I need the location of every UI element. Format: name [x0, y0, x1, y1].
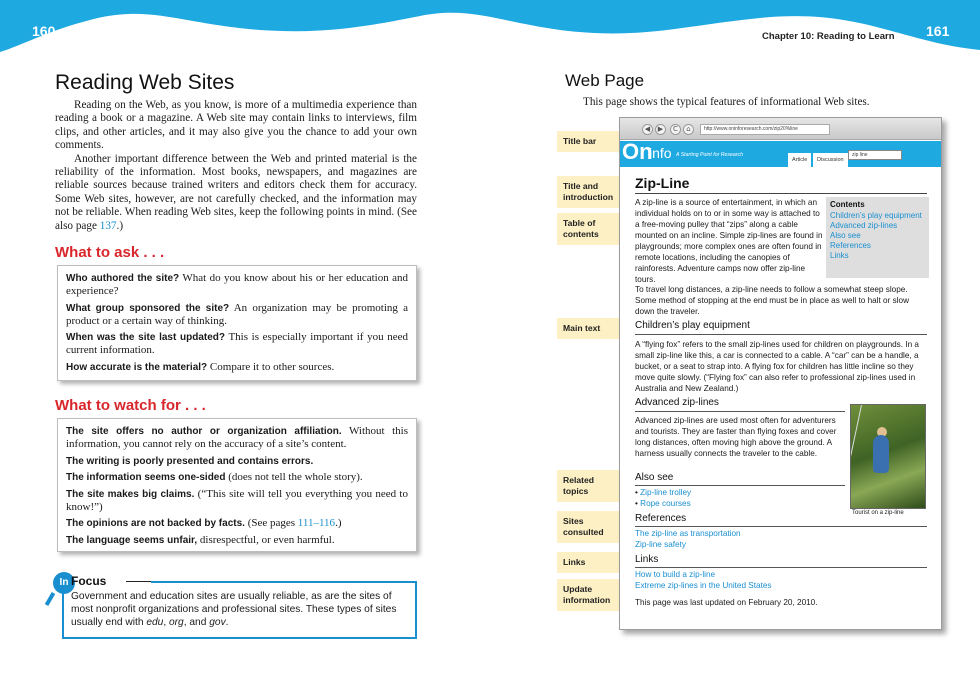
contents-link[interactable]: Children’s play equipment — [830, 211, 922, 220]
focus-text: Government and education sites are usually reliable, as are the sites of most nonprofit organizations and professional sites. These types of sites usually end with edu, org, and gov. — [71, 591, 397, 628]
tag-related-topics: Related topics — [557, 470, 625, 502]
reference-link[interactable]: The zip-line as transportation — [635, 529, 741, 538]
zip-line-photo — [850, 404, 926, 509]
article-intro: A zip-line is a source of entertainment, in which an individual holds on to or in some way is attached to a free-moving pulley that “zips” along a cable mounted on an incline. Simple zip-lines are found in playgrounds; more complex ones are often found in remote locations, including the canopies of rainforests. Adventure camps now offer zip-line tours. — [635, 198, 823, 284]
what-to-ask-heading: What to ask . . . — [55, 244, 165, 261]
back-icon[interactable]: ◀ — [642, 124, 653, 135]
web-page-title: Web Page — [565, 71, 645, 90]
tag-sites-consulted: Sites consulted — [557, 511, 625, 543]
last-updated: This page was last updated on February 20, 2010. — [635, 598, 818, 607]
contents-link[interactable]: References — [830, 241, 871, 250]
tag-title-introduction: Title and introduction — [557, 176, 625, 208]
heading-links: Links — [635, 554, 659, 565]
heading-children-play: Children’s play equipment — [635, 320, 750, 331]
what-to-ask-box — [57, 265, 417, 381]
page-title: Reading Web Sites — [55, 71, 235, 94]
watch-item: The opinions are not backed by facts. (See pages 111–116.) — [66, 517, 342, 529]
tab-discussion[interactable]: Discussion — [813, 153, 848, 167]
watch-item: The language seems unfair, disrespectful, or even harmful. — [66, 533, 335, 546]
magnifier-icon: In — [53, 572, 75, 594]
site-header — [620, 141, 941, 167]
contents-title: Contents — [830, 200, 865, 209]
watch-item: The site makes big claims. (“This site will tell you everything you need to know!”) — [66, 487, 408, 513]
page-number-right: 161 — [926, 23, 950, 39]
tag-main-text: Main text — [557, 318, 625, 339]
tag-title-bar: Title bar — [557, 131, 625, 152]
focus-rule — [126, 581, 151, 582]
table-of-contents — [826, 197, 929, 278]
contents-link[interactable]: Links — [830, 251, 849, 260]
ask-item: What group sponsored the site? An organization may be promoting a product or a certain way of thinking. — [66, 301, 408, 327]
title-rule — [635, 193, 927, 194]
what-to-watch-box — [57, 418, 417, 552]
heading-references: References — [635, 513, 687, 524]
photo-caption: Tourist on a zip-line — [852, 510, 904, 516]
intro-text — [55, 99, 417, 233]
contents-link[interactable]: Advanced zip-lines — [830, 221, 898, 230]
ask-item: How accurate is the material? Compare it to other sources. — [66, 360, 335, 373]
external-link[interactable]: Extreme zip-lines in the United States — [635, 581, 772, 590]
related-link[interactable]: • Zip-line trolley — [635, 488, 692, 497]
chapter-title: Chapter 10: Reading to Learn — [762, 31, 895, 42]
ask-item: Who authored the site? What do you know about his or her education and experience? — [66, 272, 408, 297]
reference-link[interactable]: Zip-line safety — [635, 540, 686, 549]
page-number-left: 160 — [32, 23, 56, 39]
tag-table-of-contents: Table of contents — [557, 213, 625, 245]
site-logo[interactable]: On — [622, 139, 653, 164]
site-tagline: A Starting Point for Research — [676, 152, 743, 158]
header-wave — [0, 0, 980, 60]
article-paragraph: Advanced zip-lines are used most often for adventurers and tourists. They are faster than flying foxes and cover long distances, often moving high above the ground. A harness usually connects the traveler to the cable. — [635, 416, 837, 458]
related-link[interactable]: • Rope courses — [635, 499, 691, 508]
heading-also-see: Also see — [635, 472, 674, 483]
article-paragraph: To travel long distances, a zip-line needs to follow a somewhat steep slope. Some method of stopping at the end must be in place as well to halt or slow down the traveler. — [635, 285, 909, 316]
heading-advanced: Advanced zip-lines — [635, 397, 719, 408]
tab-article[interactable]: Article — [788, 153, 811, 167]
pages-link-111-116[interactable]: 111–116 — [297, 517, 336, 529]
watch-item: The information seems one-sided (does not tell the whole story). — [66, 471, 363, 483]
browser-mockup — [619, 117, 942, 630]
refresh-icon[interactable]: C — [670, 124, 681, 135]
page-link-137[interactable]: 137 — [99, 219, 117, 232]
ask-item: When was the site last updated? This is especially important if you need current information. — [66, 331, 409, 356]
site-logo-info: info — [649, 145, 672, 161]
browser-toolbar — [620, 118, 941, 140]
url-bar[interactable]: http://www.oninforesearch.com/zip20%line — [700, 124, 830, 135]
article-paragraph: A “flying fox” refers to the small zip-lines used for children on playgrounds. In a small zip-line like this, a car is connected to a cable. A “car” can be a handle, a bucket, or a seat to strap into. A flying fox for children has little incline so they move quite slowly. (“Flying fox” can also refer to professional zip-lines used in Australia and New Zealand.) — [635, 340, 919, 393]
in-focus-box — [46, 574, 418, 640]
article-title: Zip-Line — [635, 175, 690, 191]
intro-paragraph-2: Another important difference between the Web and printed material is the reliability of the information. Most books, newspapers, and magazines are reliable sources because trained writers and editors check them for accuracy. Some Web sites, however, are not carefully checked, and the information may not be reliable. When reading Web sites, keep the following points in mind. (See also page 137.) — [55, 152, 417, 232]
home-icon[interactable]: ⌂ — [683, 124, 694, 135]
watch-item: The site offers no author or organization affiliation. Without this information, you cannot rely on the accuracy of a site’s content. — [66, 425, 408, 450]
web-page-subtitle: This page shows the typical features of informational Web sites. — [583, 96, 870, 108]
magnifier-handle-icon — [45, 592, 55, 606]
contents-link[interactable]: Also see — [830, 231, 861, 240]
forward-icon[interactable]: ▶ — [655, 124, 666, 135]
watch-item: The writing is poorly presented and contains errors. — [66, 455, 314, 467]
intro-paragraph-1: Reading on the Web, as you know, is more of a multimedia experience than reading a book or a magazine. A Web site may contain links to interviews, film clips, and other articles, and it may also give you the chance to add your own comments. — [55, 99, 417, 152]
tag-update-information: Update information — [557, 579, 625, 611]
site-search-input[interactable]: zip line — [848, 150, 902, 160]
tag-links: Links — [557, 552, 625, 573]
what-to-watch-heading: What to watch for . . . — [55, 397, 206, 414]
focus-label: Focus — [71, 574, 107, 588]
external-link[interactable]: How to build a zip-line — [635, 570, 716, 579]
